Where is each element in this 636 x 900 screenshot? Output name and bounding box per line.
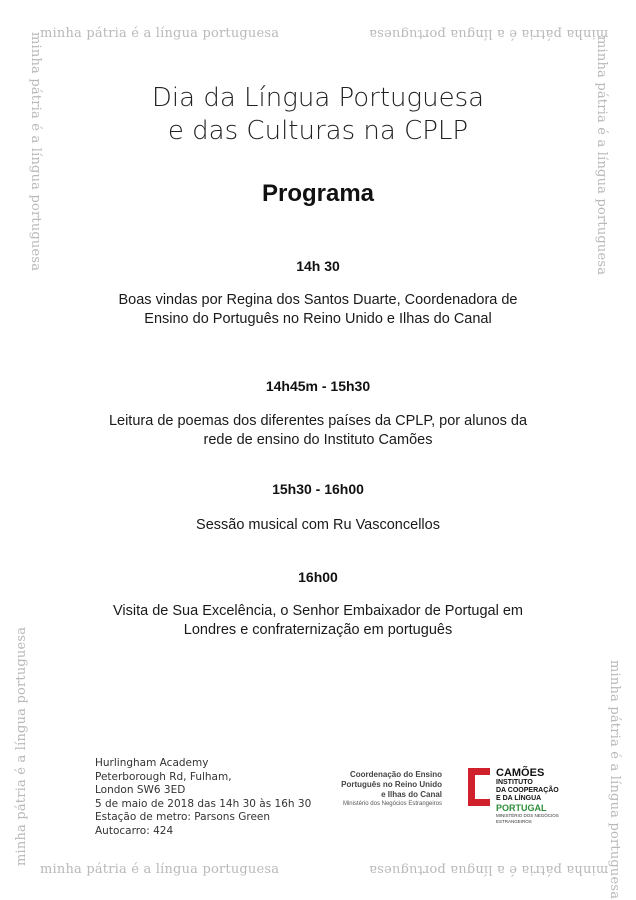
schedule-time-2: 14h45m - 15h30 xyxy=(265,378,371,394)
schedule-description-1: Boas vindas por Regina dos Santos Duarte, Coordenadora de Ensino do Português no Reino Unido e Ilhas do Canal xyxy=(118,292,518,327)
metro-station: Estação de metro: Parsons Green xyxy=(95,811,271,823)
border-text-top-right: minha pátria é a língua portuguesa xyxy=(368,26,608,41)
border-text-left-top: minha pátria é a língua portuguesa xyxy=(28,32,43,272)
coordination-line-1: Coordenação do Ensino xyxy=(349,770,442,779)
title-line-2: e das Culturas na CPLP xyxy=(167,116,469,146)
logo-line-3: E DA LÍNGUA xyxy=(496,795,542,802)
coordination-line-2: Português no Reino Unido xyxy=(341,780,442,789)
logo-country: PORTUGAL xyxy=(496,803,547,813)
logo-brand: CAMÕES xyxy=(496,767,545,779)
page-title xyxy=(0,82,636,148)
camoes-logo xyxy=(468,767,588,824)
venue-street: Peterborough Rd, Fulham, xyxy=(95,770,232,783)
border-text-left-bottom: minha pátria é a língua portuguesa xyxy=(14,626,29,866)
coordination-line-4: Ministério dos Negócios Estrangeiros xyxy=(342,801,442,807)
camoes-logo-mark-icon xyxy=(468,768,490,806)
schedule-description-2: Leitura de poemas dos diferentes países da CPLP, por alunos da rede de ensino do Instituto Camões xyxy=(108,413,528,448)
coordination-credit xyxy=(330,770,442,808)
logo-ministry: MINISTÉRIO DOS NEGÓCIOS ESTRANGEIROS xyxy=(496,813,559,824)
camoes-logo-text xyxy=(496,768,588,825)
venue-city: London SW6 3ED xyxy=(95,784,186,796)
coordination-line-3: e Ilhas do Canal xyxy=(381,790,442,799)
border-text-bottom-right: minha pátria é a língua portuguesa xyxy=(368,862,608,877)
schedule-time-4: 16h00 xyxy=(298,569,338,585)
venue-address xyxy=(95,757,311,838)
schedule-description-3: Sessão musical com Ru Vasconcellos xyxy=(196,517,440,533)
schedule-time-1: 14h 30 xyxy=(296,258,340,274)
logo-line-2: DA COOPERAÇÃO xyxy=(496,787,559,794)
border-text-bottom-left: minha pátria é a língua portuguesa xyxy=(40,862,280,877)
event-date: 5 de maio de 2018 das 14h 30 às 16h 30 xyxy=(95,797,312,810)
schedule-time-3: 15h30 - 16h00 xyxy=(272,481,364,497)
schedule-description-4: Visita de Sua Excelência, o Senhor Embaixador de Portugal em Londres e confraternização em português xyxy=(112,603,523,638)
title-line-1: Dia da Língua Portuguesa xyxy=(151,83,485,113)
venue-name: Hurlingham Academy xyxy=(95,757,209,769)
border-text-top-left: minha pátria é a língua portuguesa xyxy=(40,26,280,41)
border-text-right-bottom: minha pátria é a língua portuguesa xyxy=(607,660,622,900)
border-text-right-top: minha pátria é a língua portuguesa xyxy=(594,36,609,276)
logo-line-1: INSTITUTO xyxy=(496,779,533,786)
programa-heading: Programa xyxy=(261,180,375,207)
bus-line: Autocarro: 424 xyxy=(95,824,174,837)
